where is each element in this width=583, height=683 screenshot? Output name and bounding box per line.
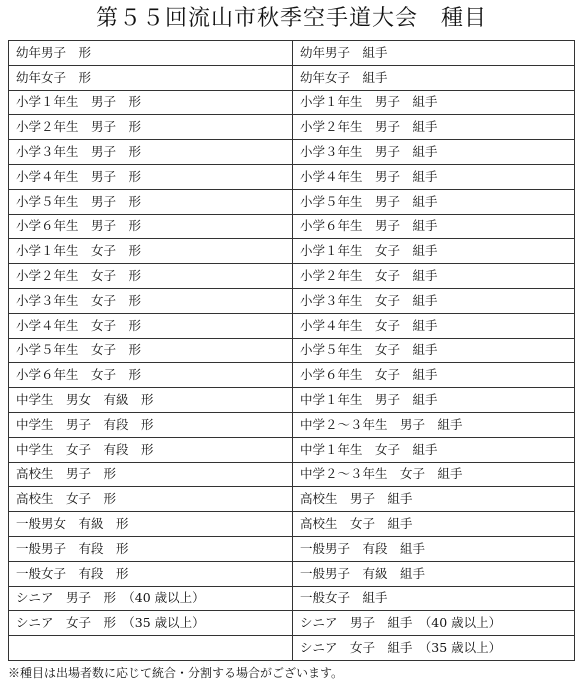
kumite-event-cell: 小学６年生 女子 組手 [293,363,575,388]
kumite-event-cell: シニア 男子 組手 （40 歳以上） [293,611,575,636]
table-row [9,288,575,313]
table-row [9,636,575,661]
table-row [9,239,575,264]
table-row [9,512,575,537]
table-row [9,536,575,561]
kumite-event-cell: 小学３年生 女子 組手 [293,288,575,313]
kata-event-cell: 中学生 男子 有段 形 [9,412,293,437]
table-row [9,338,575,363]
kata-event-cell: 小学１年生 男子 形 [9,90,293,115]
table-row [9,65,575,90]
kata-event-cell: 小学４年生 男子 形 [9,164,293,189]
table-row [9,164,575,189]
kata-event-cell: 一般男女 有級 形 [9,512,293,537]
kumite-event-cell: 小学１年生 女子 組手 [293,239,575,264]
kumite-event-cell: 一般女子 組手 [293,586,575,611]
kumite-event-cell: 中学１年生 女子 組手 [293,437,575,462]
kata-event-cell: 小学１年生 女子 形 [9,239,293,264]
kata-event-cell: 小学５年生 女子 形 [9,338,293,363]
table-row [9,90,575,115]
kata-event-cell: 小学５年生 男子 形 [9,189,293,214]
kumite-event-cell: 中学２〜３年生 女子 組手 [293,462,575,487]
kata-event-cell: 一般女子 有段 形 [9,561,293,586]
kumite-event-cell: 中学２〜３年生 男子 組手 [293,412,575,437]
page-title: 第５５回流山市秋季空手道大会 種目 [95,6,487,31]
table-row [9,561,575,586]
kumite-event-cell: 小学６年生 男子 組手 [293,214,575,239]
table-row [9,140,575,165]
kata-event-cell: 高校生 女子 形 [9,487,293,512]
kata-event-cell: 幼年女子 形 [9,65,293,90]
kumite-event-cell: 中学１年生 男子 組手 [293,388,575,413]
table-row [9,388,575,413]
table-row [9,487,575,512]
kata-event-cell [9,636,293,661]
footnote: ※種目は出場者数に応じて統合・分割する場合がございます。 [8,666,344,680]
kata-event-cell: 小学３年生 男子 形 [9,140,293,165]
kumite-event-cell: 一般男子 有級 組手 [293,561,575,586]
kumite-event-cell: 小学４年生 女子 組手 [293,313,575,338]
kumite-event-cell: 小学２年生 男子 組手 [293,115,575,140]
kata-event-cell: 小学６年生 男子 形 [9,214,293,239]
kata-event-cell: 中学生 女子 有段 形 [9,437,293,462]
events-table [8,40,575,661]
kumite-event-cell: 高校生 女子 組手 [293,512,575,537]
kumite-event-cell: 小学２年生 女子 組手 [293,264,575,289]
kata-event-cell: 一般男子 有段 形 [9,536,293,561]
table-row [9,189,575,214]
kata-event-cell: 幼年男子 形 [9,41,293,66]
kata-event-cell: シニア 男子 形 （40 歳以上） [9,586,293,611]
kumite-event-cell: 幼年男子 組手 [293,41,575,66]
kumite-event-cell: 小学１年生 男子 組手 [293,90,575,115]
events-table-body [9,41,575,661]
kumite-event-cell: 小学３年生 男子 組手 [293,140,575,165]
table-row [9,586,575,611]
table-row [9,412,575,437]
kumite-event-cell: 小学５年生 男子 組手 [293,189,575,214]
table-row [9,115,575,140]
kata-event-cell: 小学６年生 女子 形 [9,363,293,388]
kumite-event-cell: 小学４年生 男子 組手 [293,164,575,189]
kumite-event-cell: 幼年女子 組手 [293,65,575,90]
table-row [9,41,575,66]
table-row [9,363,575,388]
kata-event-cell: 小学３年生 女子 形 [9,288,293,313]
table-row [9,611,575,636]
kata-event-cell: 中学生 男女 有級 形 [9,388,293,413]
kata-event-cell: シニア 女子 形 （35 歳以上） [9,611,293,636]
kata-event-cell: 小学４年生 女子 形 [9,313,293,338]
table-row [9,437,575,462]
kumite-event-cell: 小学５年生 女子 組手 [293,338,575,363]
kumite-event-cell: シニア 女子 組手 （35 歳以上） [293,636,575,661]
table-row [9,214,575,239]
kata-event-cell: 高校生 男子 形 [9,462,293,487]
table-row [9,313,575,338]
kata-event-cell: 小学２年生 男子 形 [9,115,293,140]
table-row [9,462,575,487]
table-row [9,264,575,289]
kumite-event-cell: 高校生 男子 組手 [293,487,575,512]
kata-event-cell: 小学２年生 女子 形 [9,264,293,289]
kumite-event-cell: 一般男子 有段 組手 [293,536,575,561]
